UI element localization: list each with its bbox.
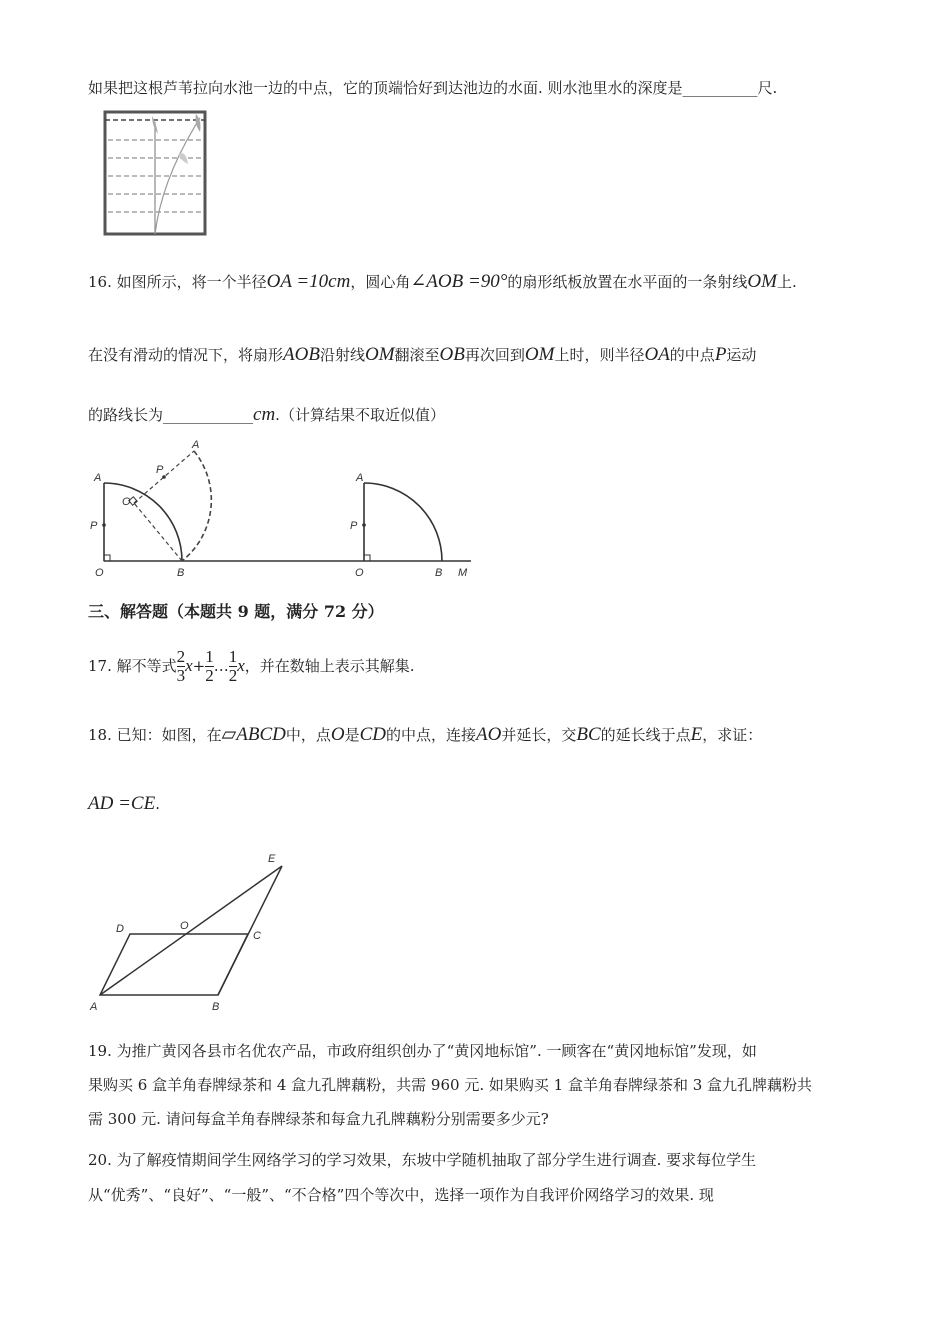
- q16-math: OA =10cm: [266, 271, 351, 292]
- q15-line: 如果把这根芦苇拉向水池一边的中点，它的顶端恰好到达池边的水面. 则水池里水的深度是: [88, 79, 683, 97]
- label-M: M: [458, 567, 468, 579]
- label-A-right: A: [356, 472, 364, 484]
- q18-text: 是: [344, 726, 360, 744]
- label-B-right: B: [435, 567, 443, 579]
- label-C: C: [253, 930, 261, 942]
- q17-frac-2-3: [177, 648, 186, 685]
- label-O-rot: O: [122, 496, 131, 508]
- q18-text: .: [155, 795, 160, 813]
- q15-text: [88, 78, 777, 98]
- q16-line-3: [88, 405, 445, 425]
- q16-math: OM: [364, 344, 395, 365]
- q18-text: 中，点: [285, 726, 331, 744]
- q17-var-x: x: [185, 656, 193, 675]
- frac-num: 1: [228, 646, 238, 666]
- label-P-rot: P: [156, 464, 164, 476]
- q17-text: 17. 解不等式: [88, 657, 177, 675]
- label-P-right: P: [350, 520, 358, 532]
- q16-text: 再次回到: [464, 346, 525, 364]
- q18-math: ▱ABCD: [221, 724, 286, 745]
- q16-math: ∠AOB =90°: [410, 271, 508, 292]
- q18-text: 并延长，交: [501, 726, 577, 744]
- q20-line-1: 20. 为了解疫情期间学生网络学习的学习效果，东坡中学随机抽取了部分学生进行调查. 要求每位学生: [88, 1151, 757, 1169]
- q16-math: OA: [644, 344, 670, 365]
- q18-text: ，求证：: [702, 726, 763, 744]
- q16-math: OM: [524, 344, 555, 365]
- q19-line-3: 需 300 元. 请问每盒羊角春牌绿茶和每盒九孔牌藕粉分别需要多少元?: [88, 1110, 549, 1128]
- q18-math: AD =CE: [88, 793, 156, 814]
- q16-math: AOB: [283, 344, 320, 365]
- label-P: P: [90, 520, 98, 532]
- q19-line-1: 19. 为推广黄冈各县市名优农产品，市政府组织创办了“黄冈地标馆”. 一顾客在“黄冈地标馆”发现，如: [88, 1042, 757, 1060]
- q17-frac-1-2: [205, 648, 214, 685]
- q18-line-1: [88, 725, 762, 745]
- q18-math: E: [690, 724, 703, 745]
- q18-text: 的延长线于点: [600, 726, 691, 744]
- q16-text: .（计算结果不取近似值）: [275, 406, 445, 424]
- q16-math: OB: [439, 344, 465, 365]
- label-O: O: [95, 567, 104, 579]
- rolling-sector-figure: [86, 436, 478, 584]
- q16-blank: ____________: [163, 406, 254, 424]
- q15-blank: __________: [682, 79, 758, 97]
- q16-text: ，圆心角: [350, 273, 411, 291]
- q18-text: 的中点，连接: [386, 726, 477, 744]
- frac-num: 1: [205, 646, 214, 666]
- q18-math: AO: [476, 724, 502, 745]
- q20-line-2: 从“优秀”、“良好”、“一般”、“不合格”四个等次中，选择一项作为自我评价网络学习的效果. 现: [88, 1186, 714, 1204]
- frac-den: 2: [205, 665, 214, 685]
- q16-text: 的中点: [669, 346, 715, 364]
- q17-var-x: x: [237, 656, 245, 675]
- q16-text: 翻滚至: [394, 346, 440, 364]
- q17-plus: +: [192, 657, 206, 675]
- label-D: D: [116, 923, 124, 935]
- q17-line: [88, 640, 415, 690]
- q16-text: 沿射线: [319, 346, 365, 364]
- label-A: A: [94, 472, 102, 484]
- frac-num: 2: [176, 646, 186, 666]
- q16-math: P: [714, 344, 727, 365]
- q16-math: OM: [747, 271, 777, 292]
- frac-den: 2: [228, 665, 238, 685]
- q18-math: O: [330, 724, 345, 745]
- q16-text: 上时，则半径: [554, 346, 645, 364]
- q15-unit: 尺.: [757, 79, 778, 97]
- label-E: E: [268, 853, 276, 865]
- q16-text: 上.: [776, 273, 797, 291]
- q16-math: cm: [253, 404, 276, 425]
- q16-line-2: [88, 345, 756, 365]
- q17-text: ，并在数轴上表示其解集.: [244, 657, 415, 675]
- q19-line-2: 果购买 6 盒羊角春牌绿茶和 4 盒九孔牌藕粉，共需 960 元. 如果购买 1 盒羊角春牌绿茶和 3 盒九孔牌藕粉共: [88, 1076, 813, 1094]
- q16-text: 16. 如图所示，将一个半径: [88, 273, 267, 291]
- q17-frac-1-2-b: [229, 648, 238, 685]
- q17-relation: …: [213, 657, 229, 675]
- q16-text: 的路线长为: [88, 406, 164, 424]
- q18-math: BC: [576, 724, 601, 745]
- section-3-heading: 三、解答题（本题共 9 题，满分 72 分）: [88, 602, 384, 621]
- label-O: O: [180, 920, 189, 932]
- q18-math: CD: [359, 724, 387, 745]
- frac-den: 3: [176, 665, 186, 685]
- q16-text: 在没有滑动的情况下，将扇形: [88, 346, 284, 364]
- q16-line-1: [88, 272, 797, 292]
- q16-text: 的扇形纸板放置在水平面的一条射线: [507, 273, 748, 291]
- label-B: B: [177, 567, 185, 579]
- label-B: B: [212, 1001, 220, 1013]
- q16-text: 运动: [726, 346, 757, 364]
- reed-pond-figure: [100, 108, 212, 238]
- label-O-right: O: [355, 567, 364, 579]
- q18-text: 18. 已知：如图，在: [88, 726, 222, 744]
- label-A-rot: A: [192, 439, 200, 451]
- label-A: A: [90, 1001, 98, 1013]
- q18-line-2: [88, 794, 160, 814]
- parallelogram-figure: [86, 848, 296, 1014]
